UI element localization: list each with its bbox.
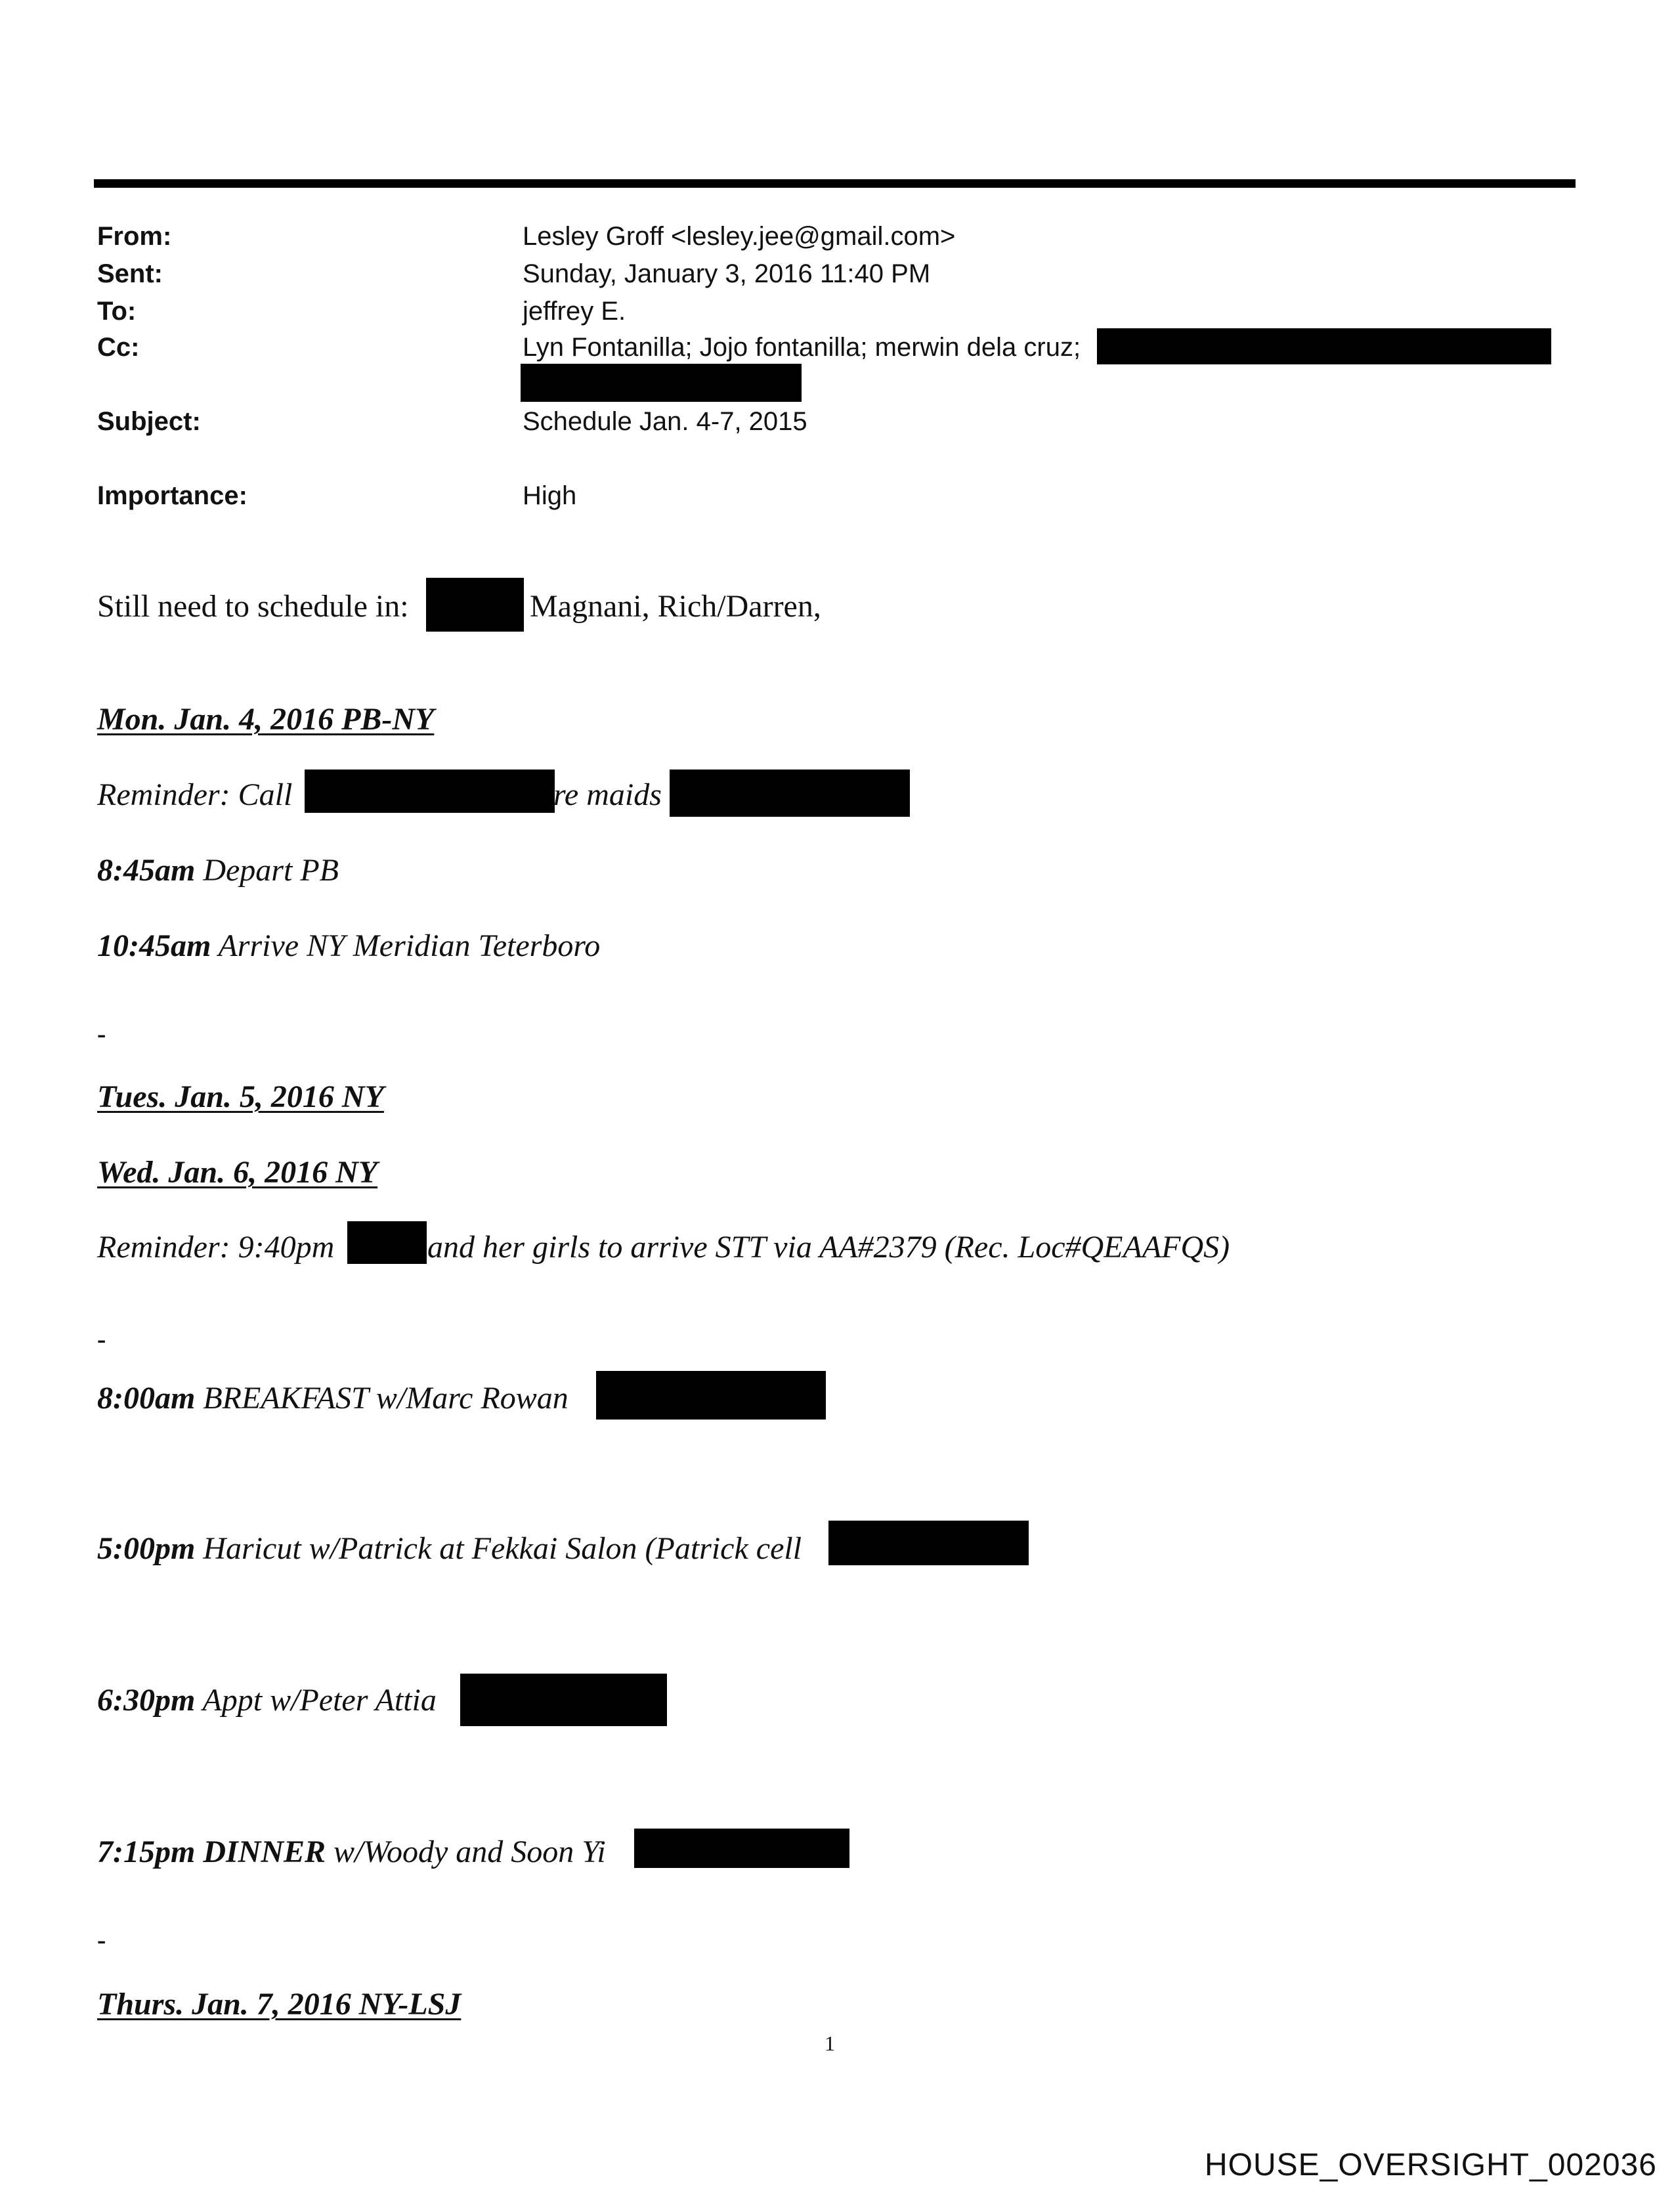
redaction-box [828, 1521, 1029, 1565]
event-breakfast [97, 1380, 569, 1417]
day-heading-mon: Mon. Jan. 4, 2016 PB-NY [97, 702, 435, 737]
importance-label: Importance: [97, 481, 247, 510]
event-dinner [97, 1834, 606, 1871]
reminder-arrival-details: and her girls to arrive STT via AA#2379 (Rec. Loc#QEAAFQS) [427, 1230, 1230, 1265]
event-time: 8:45am [97, 853, 196, 888]
event-text: w/Woody and Soon Yi [326, 1834, 606, 1869]
event-text: Arrive NY Meridian Teterboro [211, 928, 601, 963]
event-text: Appt w/Peter Attia [195, 1683, 437, 1718]
event-haircut [97, 1530, 802, 1567]
reminder-call-re-maids: re maids [553, 777, 662, 812]
event-time: 10:45am [97, 928, 211, 963]
sent-value: Sunday, January 3, 2016 11:40 PM [523, 259, 931, 288]
redaction-box [596, 1371, 826, 1420]
importance-value: High [523, 481, 577, 510]
redaction-box [305, 770, 555, 813]
event-text: BREAKFAST w/Marc Rowan [195, 1381, 569, 1416]
intro-text-end: Magnani, Rich/Darren, [530, 589, 821, 624]
intro-line [97, 588, 409, 625]
event-emphasis: DINNER [195, 1834, 326, 1869]
redaction-box [634, 1829, 849, 1868]
from-label: From: [97, 222, 172, 251]
event-time: 6:30pm [97, 1683, 196, 1718]
separator-dash: - [97, 1925, 106, 1955]
to-value: jeffrey E. [523, 297, 626, 326]
separator-dash: - [97, 1019, 106, 1049]
event-text: Haricut w/Patrick at Fekkai Salon (Patrick cell [195, 1531, 802, 1566]
redaction-box [426, 578, 524, 632]
subject-value: Schedule Jan. 4-7, 2015 [523, 407, 807, 436]
page-number: 1 [825, 2031, 835, 2055]
redaction-box [1097, 328, 1551, 364]
reminder-arrival: Reminder: 9:40pm [97, 1230, 335, 1265]
redaction-box [347, 1221, 427, 1264]
day-heading-thurs: Thurs. Jan. 7, 2016 NY-LSJ [97, 1987, 461, 2022]
event-appt [97, 1682, 437, 1719]
day-heading-wed: Wed. Jan. 6, 2016 NY [97, 1155, 378, 1190]
reminder-call: Reminder: Call [97, 777, 293, 812]
redaction-box [521, 364, 802, 402]
intro-text-start: Still need to schedule in: [97, 589, 409, 624]
redaction-box [460, 1674, 667, 1726]
to-label: To: [97, 297, 137, 326]
event-arrive-ny [97, 928, 600, 965]
cc-value: Lyn Fontanilla; Jojo fontanilla; merwin dela cruz; [523, 333, 1081, 362]
event-time: 8:00am [97, 1381, 196, 1416]
day-heading-tues: Tues. Jan. 5, 2016 NY [97, 1079, 384, 1114]
bates-number: HOUSE_OVERSIGHT_002036 [1205, 2148, 1657, 2182]
subject-label: Subject: [97, 407, 201, 436]
separator-dash: - [97, 1324, 106, 1354]
cc-label: Cc: [97, 333, 140, 362]
redaction-box [670, 770, 910, 817]
event-time: 7:15pm [97, 1834, 196, 1869]
sent-label: Sent: [97, 259, 163, 288]
event-text: Depart PB [195, 853, 339, 888]
header-divider-rule [94, 179, 1576, 188]
event-depart-pb [97, 852, 339, 889]
from-value: Lesley Groff <lesley.jee@gmail.com> [523, 222, 956, 251]
event-time: 5:00pm [97, 1531, 196, 1566]
